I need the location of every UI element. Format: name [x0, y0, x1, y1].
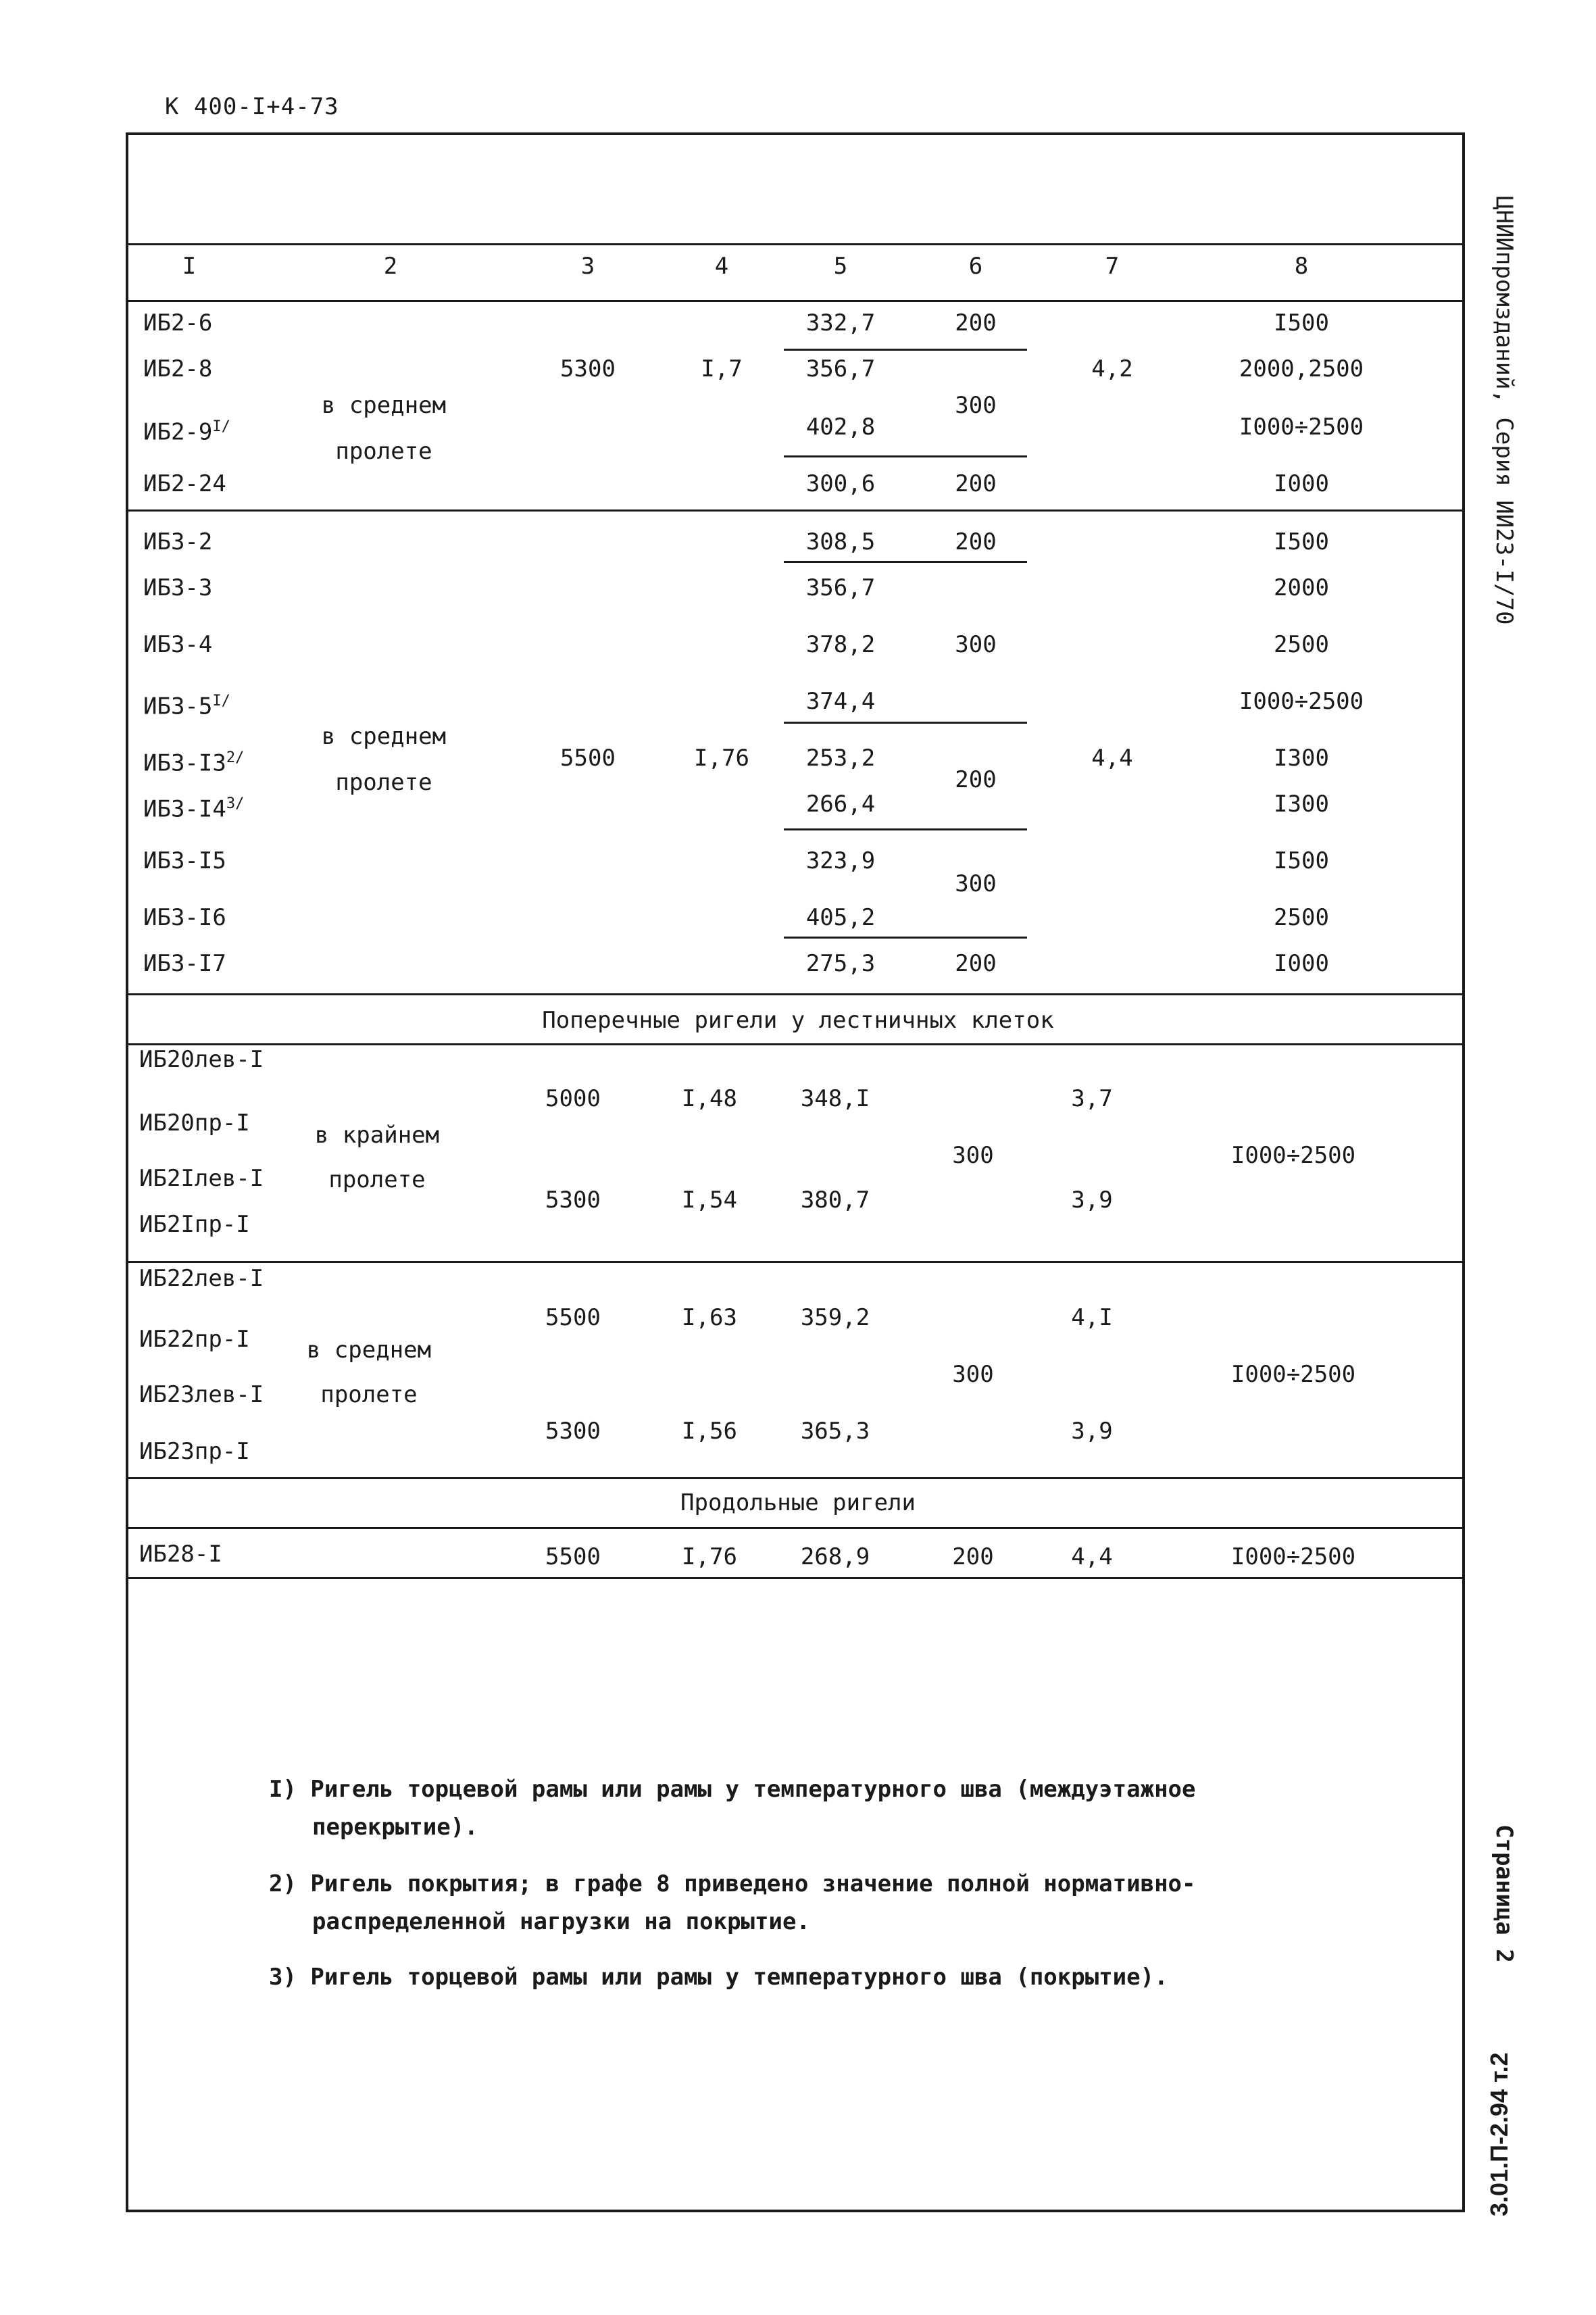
table-cell: в среднем — [321, 723, 447, 750]
table-row-id: ИБ3-I7 — [143, 950, 226, 977]
table-cell: пролете — [320, 1381, 418, 1408]
rule-group2-bottom — [128, 993, 1462, 995]
table-cell: I000÷2500 — [1230, 1142, 1356, 1169]
table-row-id: ИБ2Iлев-I — [139, 1165, 264, 1192]
table-cell: в среднем — [306, 1337, 432, 1364]
table-cell: 402,8 — [805, 414, 876, 441]
table-cell: I000÷2500 — [1239, 688, 1364, 715]
section-heading-longitudinal: Продольные ригели — [680, 1489, 916, 1516]
table-cell: 5300 — [545, 1418, 601, 1445]
table-cell: 359,2 — [800, 1304, 870, 1331]
table-cell: 275,3 — [805, 950, 876, 977]
table-cell: I,48 — [682, 1085, 737, 1112]
table-cell: I,63 — [682, 1304, 737, 1331]
col-number: 7 — [1105, 253, 1120, 280]
table-cell: пролете — [335, 438, 432, 465]
table-cell: 308,5 — [805, 528, 876, 555]
subrule — [784, 561, 1027, 563]
table-cell: пролете — [328, 1166, 426, 1193]
side-org-series: ЦНИИпромзданий, Серия ИИ23-I/70 — [1491, 196, 1518, 625]
table-cell: I,56 — [682, 1418, 737, 1445]
table-row-id: ИБ22лев-I — [139, 1265, 264, 1292]
table-cell: 5300 — [560, 355, 616, 382]
table-cell: I,76 — [694, 745, 749, 772]
table-row-id: ИБ2-8 — [143, 355, 213, 382]
table-row-id: ИБ3-I6 — [143, 904, 226, 931]
footnote-1: I) Ригель торцевой рамы или рамы у температурного шва (междуэтажное — [269, 1776, 1196, 1803]
table-cell: 2000,2500 — [1239, 355, 1364, 382]
table-cell: 2000 — [1274, 574, 1329, 601]
table-cell: 300 — [955, 870, 997, 897]
rule-header-bottom — [128, 300, 1462, 302]
rule-section-transverse-bottom — [128, 1043, 1462, 1045]
side-page-label: Страница 2 — [1491, 1824, 1518, 1963]
table-cell: 300 — [955, 631, 997, 658]
table-cell: I,7 — [701, 355, 743, 382]
table-cell: 200 — [955, 309, 997, 337]
subrule — [784, 349, 1027, 351]
col-number: 3 — [580, 253, 595, 280]
table-cell: I300 — [1274, 745, 1329, 772]
table-cell: 4,2 — [1091, 355, 1133, 382]
table-cell: пролете — [335, 769, 432, 796]
table-row-id: ИБ2Iпр-I — [139, 1211, 250, 1238]
table-cell: I500 — [1274, 528, 1329, 555]
col-number: 2 — [383, 253, 398, 280]
col-number: 8 — [1294, 253, 1309, 280]
table-cell: 3,9 — [1071, 1187, 1113, 1214]
table-cell: I000 — [1274, 950, 1329, 977]
table-cell: 253,2 — [805, 745, 876, 772]
subrule — [784, 455, 1027, 457]
table-row-id: ИБ3-3 — [143, 574, 213, 601]
subrule — [784, 937, 1027, 939]
table-cell: 300,6 — [805, 470, 876, 497]
subrule — [784, 722, 1027, 724]
table-cell: 378,2 — [805, 631, 876, 658]
table-cell: 200 — [955, 766, 997, 793]
footnote-2-cont: распределенной нагрузки на покрытие. — [312, 1908, 810, 1935]
table-cell: 2500 — [1274, 631, 1329, 658]
table-row-id: ИБ22пр-I — [139, 1326, 250, 1353]
table-cell: 380,7 — [800, 1187, 870, 1214]
table-cell: 200 — [955, 950, 997, 977]
table-cell: I000÷2500 — [1230, 1361, 1356, 1388]
table-row-id: ИБ3-2 — [143, 528, 213, 555]
table-cell: 356,7 — [805, 574, 876, 601]
table-cell: 405,2 — [805, 904, 876, 931]
col-number: 4 — [714, 253, 729, 280]
table-cell: 200 — [952, 1543, 994, 1570]
table-cell: I,76 — [682, 1543, 737, 1570]
col-number: I — [182, 253, 197, 280]
side-doc-number: 3.01.П-2.94 т.2 — [1485, 2052, 1513, 2216]
table-cell: 4,4 — [1091, 745, 1133, 772]
table-cell: 268,9 — [800, 1543, 870, 1570]
table-row-id: ИБ23пр-I — [139, 1438, 250, 1465]
rule-section-longitudinal-bottom — [128, 1527, 1462, 1529]
table-row-id: ИБ3-4 — [143, 631, 213, 658]
table-cell: I000÷2500 — [1230, 1543, 1356, 1570]
table-cell: 300 — [955, 392, 997, 419]
table-cell: 365,3 — [800, 1418, 870, 1445]
table-cell: 300 — [952, 1142, 994, 1169]
table-row-id: $ИБ3-I3^{2/}$ — [143, 749, 245, 777]
table-row-id: $ИБ3-I4^{3/}$ — [143, 795, 245, 823]
table-cell: в крайнем — [314, 1122, 440, 1149]
rule-group4-bottom — [128, 1477, 1462, 1479]
table-row-id: ИБ28-I — [139, 1541, 222, 1568]
table-row-id: ИБ20пр-I — [139, 1110, 250, 1137]
table-cell: 2500 — [1274, 904, 1329, 931]
rule-group1-bottom — [128, 509, 1462, 512]
rule-group3-bottom — [128, 1261, 1462, 1263]
table-cell: I,54 — [682, 1187, 737, 1214]
table-cell: в среднем — [321, 392, 447, 419]
table-cell: 200 — [955, 528, 997, 555]
table-cell: 356,7 — [805, 355, 876, 382]
table-row-id: ИБ2-6 — [143, 309, 213, 337]
col-number: 5 — [833, 253, 848, 280]
footnote-2: 2) Ригель покрытия; в графе 8 приведено значение полной нормативно- — [269, 1870, 1196, 1897]
table-row-id: $ИБ2-9^{I/}$ — [143, 418, 230, 446]
table-cell: 374,4 — [805, 688, 876, 715]
table-cell: I000 — [1274, 470, 1329, 497]
subrule — [784, 828, 1027, 830]
table-cell: 300 — [952, 1361, 994, 1388]
table-cell: 266,4 — [805, 791, 876, 818]
footnote-1-cont: перекрытие). — [312, 1814, 478, 1841]
table-cell: 4,4 — [1071, 1543, 1113, 1570]
document-code: К 400-I+4-73 — [165, 93, 339, 120]
table-cell: 3,7 — [1071, 1085, 1113, 1112]
table-cell: 5000 — [545, 1085, 601, 1112]
rule-header-top — [128, 243, 1462, 245]
table-cell: 200 — [955, 470, 997, 497]
table-cell: 5500 — [545, 1304, 601, 1331]
table-cell: 3,9 — [1071, 1418, 1113, 1445]
section-heading-transverse: Поперечные ригели у лестничных клеток — [542, 1007, 1054, 1034]
table-cell: 323,9 — [805, 847, 876, 874]
table-row-id: ИБ20лев-I — [139, 1046, 264, 1073]
col-number: 6 — [968, 253, 983, 280]
table-row-id: ИБ3-I5 — [143, 847, 226, 874]
table-row-id: ИБ2-24 — [143, 470, 226, 497]
table-cell: 5500 — [545, 1543, 601, 1570]
table-cell: 5500 — [560, 745, 616, 772]
table-row-id: ИБ23лев-I — [139, 1381, 264, 1408]
footnote-3: 3) Ригель торцевой рамы или рамы у температурного шва (покрытие). — [269, 1964, 1168, 1991]
table-cell: 332,7 — [805, 309, 876, 337]
table-row-id: $ИБ3-5^{I/}$ — [143, 693, 230, 720]
page-frame — [126, 132, 1465, 2212]
table-cell: I300 — [1274, 791, 1329, 818]
table-cell: I500 — [1274, 847, 1329, 874]
table-cell: I500 — [1274, 309, 1329, 337]
table-cell: 348,I — [800, 1085, 870, 1112]
rule-table-bottom — [128, 1577, 1462, 1579]
table-cell: I000÷2500 — [1239, 414, 1364, 441]
table-cell: 4,I — [1071, 1304, 1113, 1331]
table-cell: 5300 — [545, 1187, 601, 1214]
